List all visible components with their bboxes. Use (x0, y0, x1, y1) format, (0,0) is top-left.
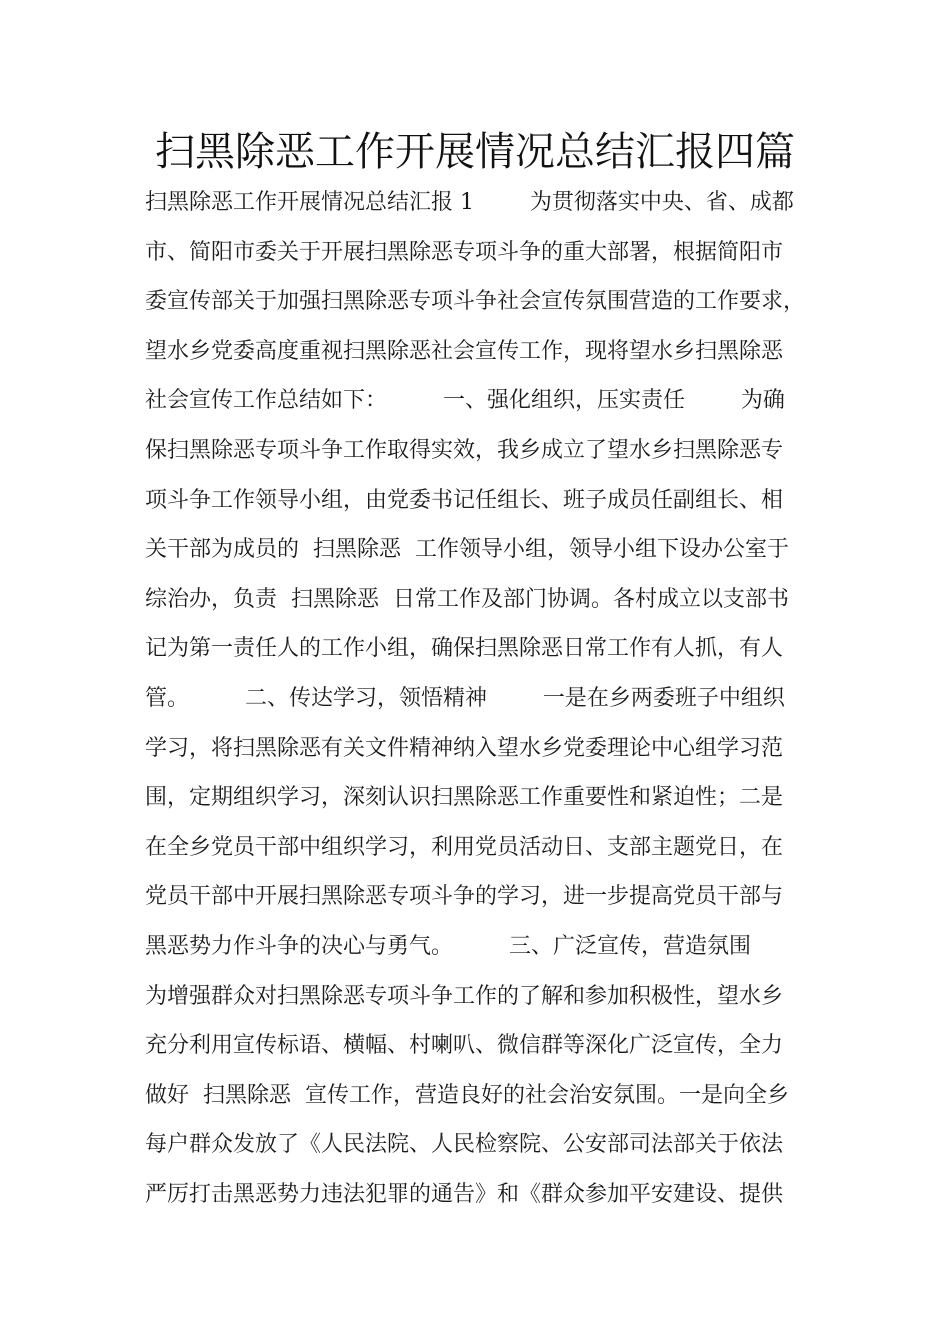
body-text-line: 做好 扫黑除恶 宣传工作，营造良好的社会治安氛围。一是向全乡 (145, 1082, 789, 1108)
body-text-line: 严厉打击黑恶势力违法犯罪的通告》和《群众参加平安建设、提供 (145, 1181, 784, 1207)
body-text-line: 学习，将扫黑除恶有关文件精神纳入望水乡党委理论中心组学习范 (145, 735, 784, 761)
body-text-line: 扫黑除恶工作开展情况总结汇报 1 为贯彻落实中央、省、成都 (145, 190, 794, 215)
document-body (145, 178, 835, 1219)
page-title: 扫黑除恶工作开展情况总结汇报四篇 (155, 129, 795, 175)
body-text-line: 为增强群众对扫黑除恶专项斗争工作的了解和参加积极性，望水乡 (145, 983, 784, 1009)
body-text-line: 黑恶势力作斗争的决心与勇气。 三、广泛宣传，营造氛围 (145, 933, 751, 959)
body-text-line: 充分利用宣传标语、横幅、村喇叭、微信群等深化广泛宣传，全力 (145, 1033, 784, 1059)
body-text-line: 社会宣传工作总结如下： 一、强化组织，压实责任 为确 (145, 388, 785, 414)
body-text-line: 保扫黑除恶专项斗争工作取得实效，我乡成立了望水乡扫黑除恶专 (145, 437, 784, 463)
body-text-line: 项斗争工作领导小组，由党委书记任组长、班子成员任副组长、相 (145, 487, 784, 513)
body-text-line: 党员干部中开展扫黑除恶专项斗争的学习，进一步提高党员干部与 (145, 884, 784, 910)
body-text-line: 市、简阳市委关于开展扫黑除恶专项斗争的重大部署，根据简阳市 (145, 239, 784, 265)
body-text-line: 关干部为成员的 扫黑除恶 工作领导小组，领导小组下设办公室于 (145, 537, 789, 563)
body-text-line: 每户群众发放了《人民法院、人民检察院、公安部司法部关于依法 (145, 1132, 784, 1158)
body-text-line: 委宣传部关于加强扫黑除恶专项斗争社会宣传氛围营造的工作要求， (145, 289, 806, 315)
body-text-line: 综治办，负责 扫黑除恶 日常工作及部门协调。各村成立以支部书 (145, 586, 789, 612)
body-text-line: 管。 二、传达学习，领悟精神 一是在乡两委班子中组织 (145, 685, 785, 711)
body-text-line: 围，定期组织学习，深刻认识扫黑除恶工作重要性和紧迫性；二是 (145, 785, 784, 811)
body-text-line: 记为第一责任人的工作小组，确保扫黑除恶日常工作有人抓，有人 (145, 636, 784, 662)
body-text-line: 望水乡党委高度重视扫黑除恶社会宣传工作，现将望水乡扫黑除恶 (145, 338, 784, 364)
body-text-line: 在全乡党员干部中组织学习，利用党员活动日、支部主题党日，在 (145, 834, 784, 860)
